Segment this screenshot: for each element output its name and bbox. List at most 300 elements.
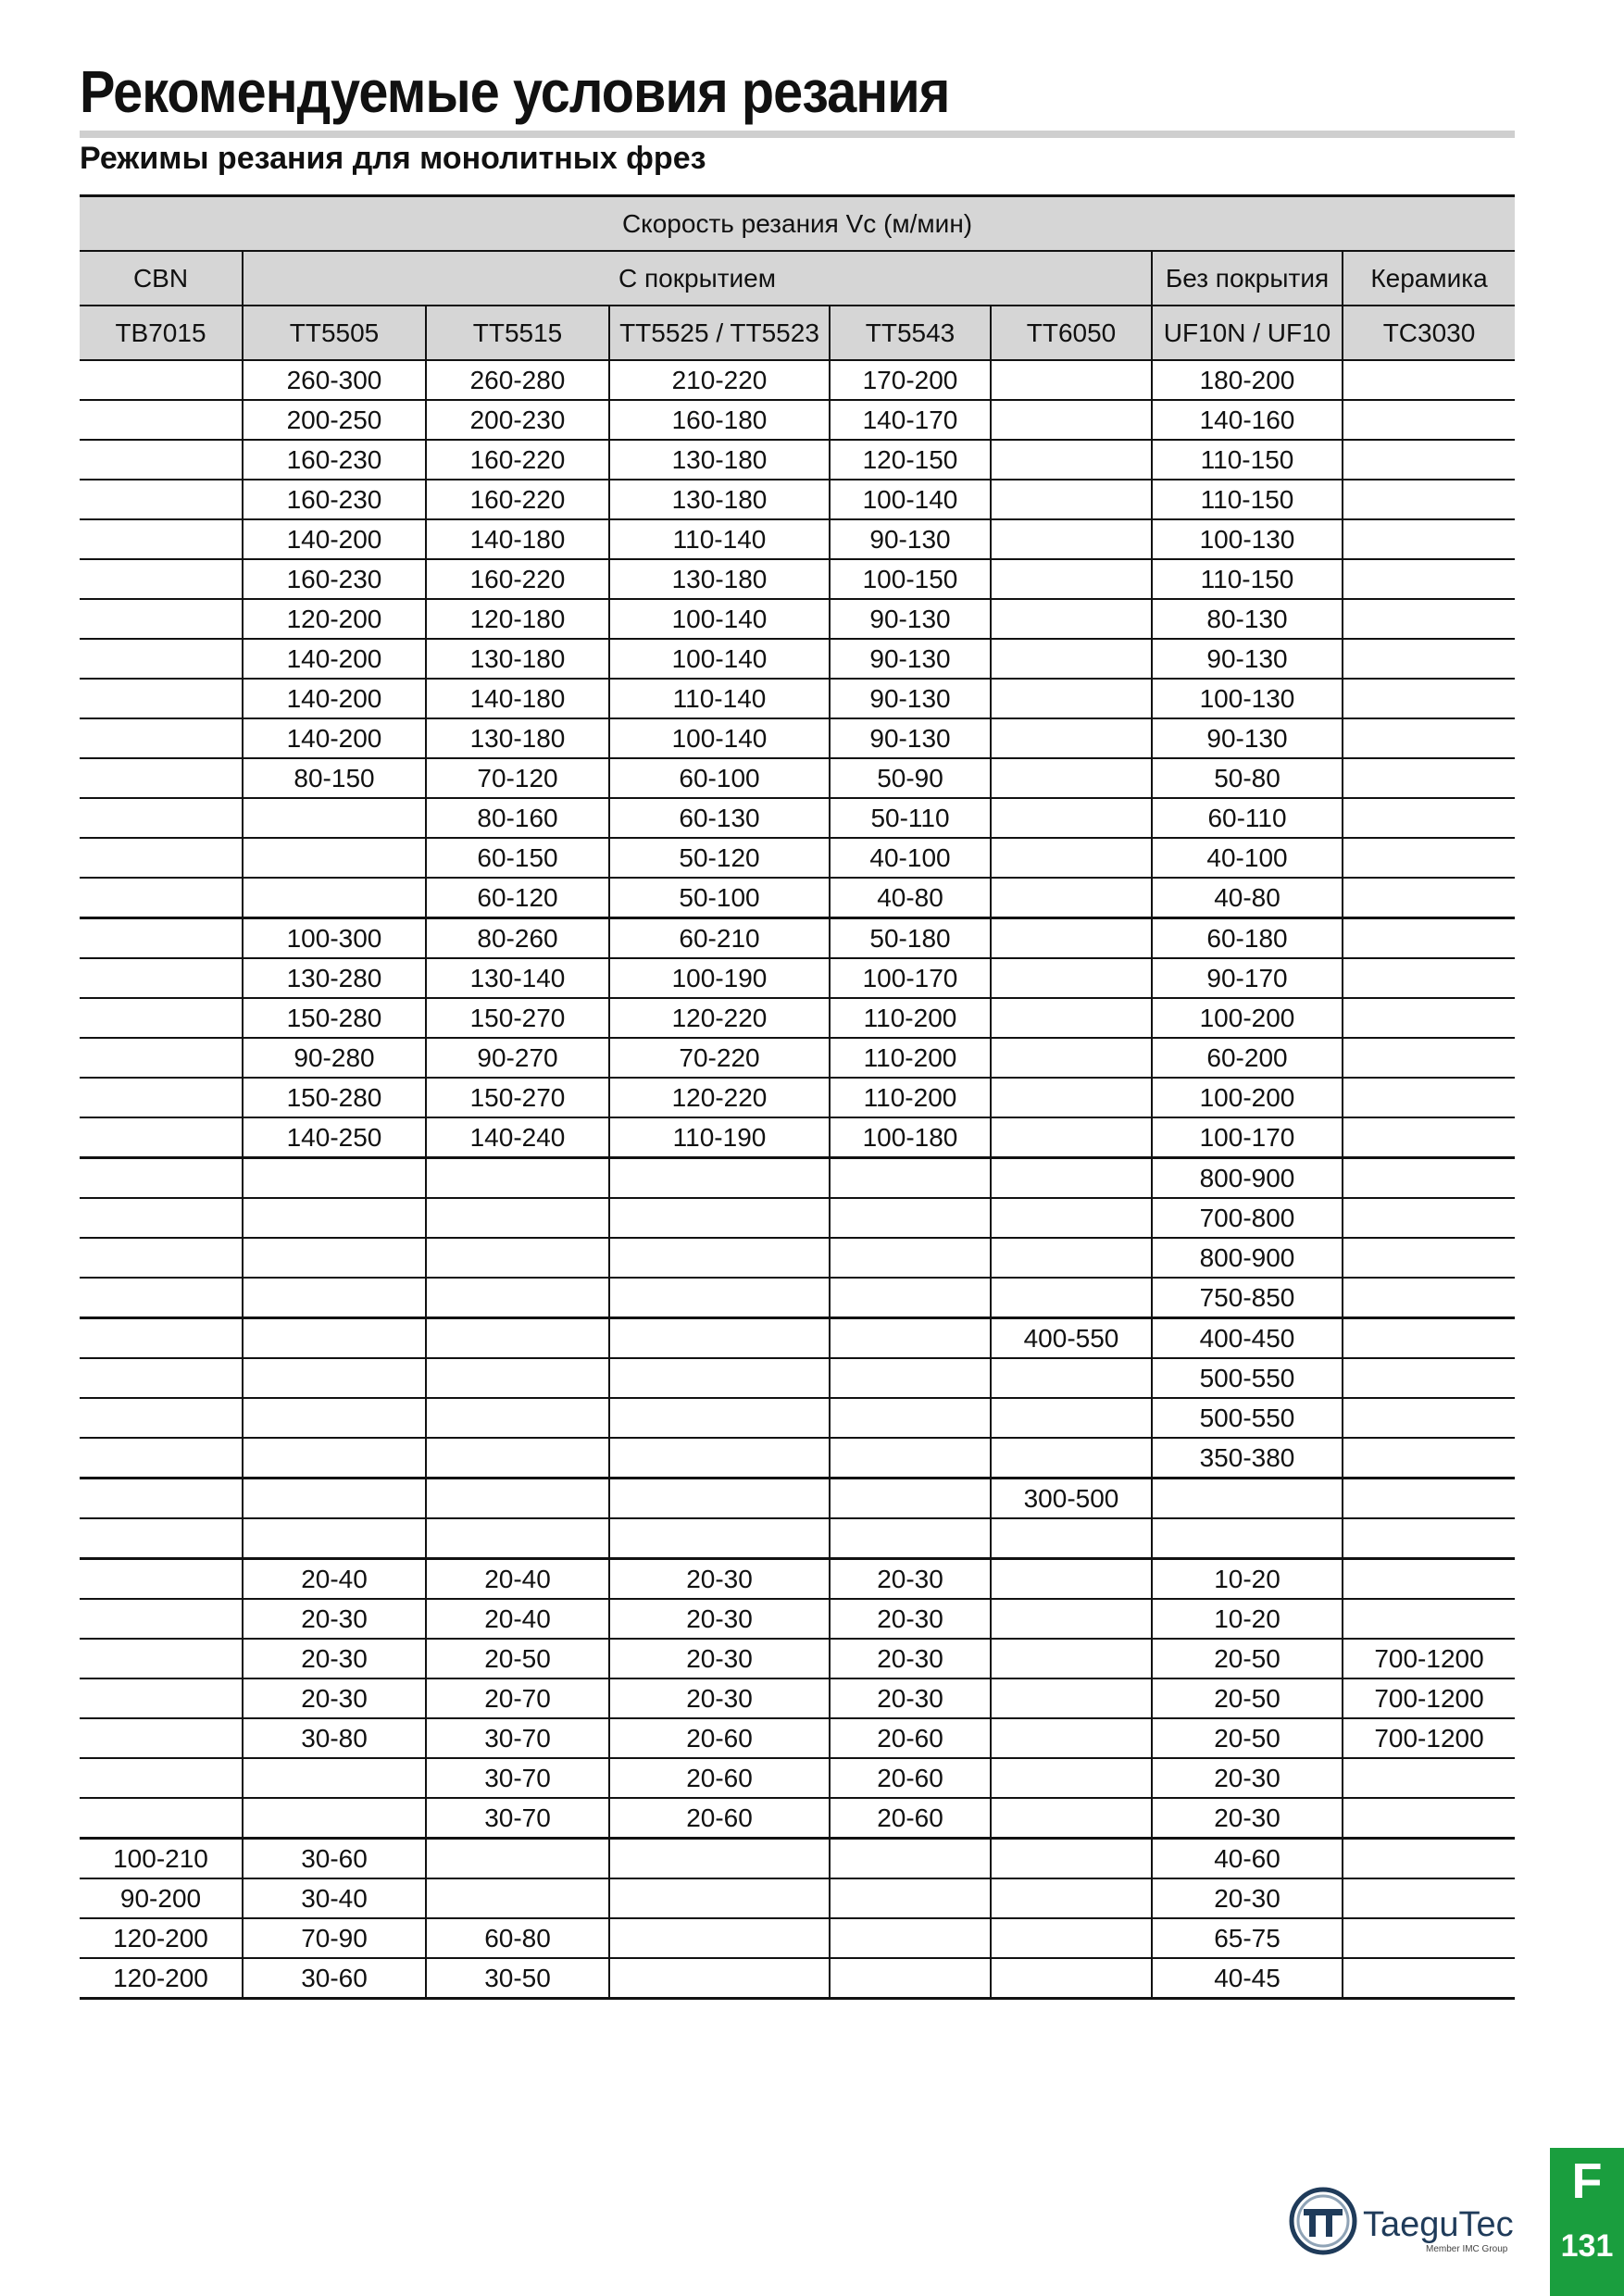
table-cell: 10-20 <box>1152 1599 1343 1639</box>
table-cell <box>80 1078 243 1117</box>
table-cell <box>1343 360 1515 400</box>
table-cell <box>80 878 243 918</box>
table-cell <box>991 1559 1152 1600</box>
table-cell: 140-200 <box>243 639 426 679</box>
table-cell: 110-200 <box>830 1078 991 1117</box>
table-row <box>80 679 1515 718</box>
table-cell <box>609 1158 830 1199</box>
table-row <box>80 1278 1515 1318</box>
table-cell: 90-130 <box>830 599 991 639</box>
table-cell <box>80 1559 243 1600</box>
table-cell: 100-200 <box>1152 998 1343 1038</box>
table-cell: 350-380 <box>1152 1438 1343 1479</box>
table-cell <box>1343 559 1515 599</box>
table-cell <box>991 1398 1152 1438</box>
table-cell <box>991 1438 1152 1479</box>
table-cell <box>991 440 1152 480</box>
group-header-cbn: CBN <box>80 251 243 306</box>
table-cell <box>426 1358 609 1398</box>
table-cell <box>1343 1358 1515 1398</box>
logo-wordmark: TaeguTec <box>1363 2205 1514 2244</box>
table-cell: 100-190 <box>609 958 830 998</box>
table-cell <box>80 1238 243 1278</box>
group-header-coated: С покрытием <box>243 251 1152 306</box>
group-header-uncoated: Без покрытия <box>1152 251 1343 306</box>
table-row <box>80 1798 1515 1839</box>
table-cell: 20-30 <box>243 1639 426 1678</box>
grade-header: UF10N / UF10 <box>1152 306 1343 360</box>
table-cell <box>1343 878 1515 918</box>
table-cell <box>80 918 243 959</box>
table-row <box>80 1518 1515 1559</box>
table-cell: 30-40 <box>243 1878 426 1918</box>
table-cell: 110-150 <box>1152 480 1343 519</box>
table-cell: 100-130 <box>1152 519 1343 559</box>
table-row <box>80 1158 1515 1199</box>
table-cell: 110-200 <box>830 1038 991 1078</box>
table-cell <box>426 1839 609 1879</box>
table-cell <box>426 1479 609 1519</box>
table-cell <box>991 679 1152 718</box>
table-cell: 150-270 <box>426 998 609 1038</box>
table-cell <box>991 1198 1152 1238</box>
table-cell: 140-250 <box>243 1117 426 1158</box>
table-cell <box>1343 440 1515 480</box>
table-cell: 160-230 <box>243 480 426 519</box>
section-letter: F <box>1571 2153 1603 2209</box>
table-cell: 50-180 <box>830 918 991 959</box>
table-row <box>80 958 1515 998</box>
table-cell: 30-70 <box>426 1798 609 1839</box>
table-row <box>80 400 1515 440</box>
table-cell: 260-300 <box>243 360 426 400</box>
table-cell: 120-180 <box>426 599 609 639</box>
table-cell <box>609 1278 830 1318</box>
table-cell: 40-45 <box>1152 1958 1343 1999</box>
table-cell <box>243 1238 426 1278</box>
table-cell <box>80 599 243 639</box>
table-cell <box>243 798 426 838</box>
table-cell: 130-180 <box>426 639 609 679</box>
table-cell <box>1343 838 1515 878</box>
table-cell <box>830 1318 991 1359</box>
grade-header: TB7015 <box>80 306 243 360</box>
table-cell <box>80 1639 243 1678</box>
table-cell: 20-30 <box>830 1678 991 1718</box>
table-cell: 160-230 <box>243 559 426 599</box>
table-row <box>80 440 1515 480</box>
table-cell <box>1343 1038 1515 1078</box>
table-cell: 20-30 <box>609 1559 830 1600</box>
table-cell: 20-30 <box>830 1599 991 1639</box>
table-cell <box>830 1479 991 1519</box>
table-cell <box>991 360 1152 400</box>
table-cell: 20-30 <box>830 1639 991 1678</box>
table-cell: 700-1200 <box>1343 1718 1515 1758</box>
table-cell: 300-500 <box>991 1479 1152 1519</box>
table-cell: 120-150 <box>830 440 991 480</box>
table-cell: 60-200 <box>1152 1038 1343 1078</box>
table-cell: 20-60 <box>609 1798 830 1839</box>
table-cell: 160-220 <box>426 440 609 480</box>
table-cell <box>991 1878 1152 1918</box>
table-cell: 130-180 <box>426 718 609 758</box>
table-cell: 800-900 <box>1152 1238 1343 1278</box>
table-cell <box>609 1479 830 1519</box>
table-cell <box>991 519 1152 559</box>
table-row <box>80 1038 1515 1078</box>
grade-header: TT5515 <box>426 306 609 360</box>
table-cell: 110-140 <box>609 519 830 559</box>
table-cell <box>991 998 1152 1038</box>
table-cell: 120-200 <box>80 1958 243 1999</box>
grade-header: TT5543 <box>830 306 991 360</box>
table-cell: 40-60 <box>1152 1839 1343 1879</box>
table-cell: 150-280 <box>243 998 426 1038</box>
table-cell <box>609 1958 830 1999</box>
table-row <box>80 519 1515 559</box>
table-cell: 100-140 <box>830 480 991 519</box>
table-cell <box>243 1198 426 1238</box>
table-cell <box>991 400 1152 440</box>
table-row <box>80 1318 1515 1359</box>
table-cell: 800-900 <box>1152 1158 1343 1199</box>
table-cell <box>1343 1958 1515 1999</box>
table-row <box>80 1358 1515 1398</box>
table-cell: 140-170 <box>830 400 991 440</box>
table-cell <box>991 878 1152 918</box>
table-cell <box>991 958 1152 998</box>
table-cell <box>80 1278 243 1318</box>
table-cell <box>1343 1078 1515 1117</box>
table-cell <box>1343 1158 1515 1199</box>
table-cell <box>609 1839 830 1879</box>
table-cell <box>243 1358 426 1398</box>
table-row <box>80 1678 1515 1718</box>
table-row <box>80 1758 1515 1798</box>
table-cell <box>1343 679 1515 718</box>
table-cell <box>243 1479 426 1519</box>
table-cell: 80-130 <box>1152 599 1343 639</box>
table-cell: 20-60 <box>830 1718 991 1758</box>
table-cell <box>426 1518 609 1559</box>
table-cell <box>609 1398 830 1438</box>
table-cell: 20-30 <box>1152 1758 1343 1798</box>
table-cell <box>80 639 243 679</box>
table-cell <box>426 1878 609 1918</box>
table-cell <box>991 1278 1152 1318</box>
table-cell: 500-550 <box>1152 1398 1343 1438</box>
table-cell <box>426 1198 609 1238</box>
table-cell: 90-130 <box>830 639 991 679</box>
table-cell <box>80 1438 243 1479</box>
table-cell: 400-450 <box>1152 1318 1343 1359</box>
table-row <box>80 1398 1515 1438</box>
table-row <box>80 1078 1515 1117</box>
table-cell: 90-130 <box>1152 639 1343 679</box>
table-cell: 20-60 <box>609 1758 830 1798</box>
table-cell <box>1343 1599 1515 1639</box>
table-cell: 50-80 <box>1152 758 1343 798</box>
table-cell <box>1343 1839 1515 1879</box>
table-cell <box>1343 758 1515 798</box>
table-cell: 40-80 <box>1152 878 1343 918</box>
table-cell: 60-180 <box>1152 918 1343 959</box>
table-cell <box>830 1918 991 1958</box>
table-cell <box>243 1158 426 1199</box>
title-rule <box>80 131 1515 138</box>
table-row <box>80 1198 1515 1238</box>
table-cell: 140-180 <box>426 519 609 559</box>
table-row <box>80 878 1515 918</box>
table-cell: 60-150 <box>426 838 609 878</box>
table-cell <box>991 1718 1152 1758</box>
table-cell: 110-150 <box>1152 440 1343 480</box>
table-cell <box>991 1599 1152 1639</box>
table-cell <box>991 599 1152 639</box>
table-cell: 100-140 <box>609 599 830 639</box>
table-cell: 40-80 <box>830 878 991 918</box>
table-row <box>80 918 1515 959</box>
table-cell <box>80 1358 243 1398</box>
table-cell: 80-160 <box>426 798 609 838</box>
table-cell <box>80 360 243 400</box>
table-cell <box>1343 1117 1515 1158</box>
table-cell <box>991 1518 1152 1559</box>
table-cell <box>426 1318 609 1359</box>
table-cell <box>991 1158 1152 1199</box>
table-cell <box>1343 1278 1515 1318</box>
table-cell <box>80 1158 243 1199</box>
table-cell <box>1343 1918 1515 1958</box>
table-cell: 30-70 <box>426 1718 609 1758</box>
table-cell: 20-50 <box>1152 1678 1343 1718</box>
grade-header: TC3030 <box>1343 306 1515 360</box>
table-cell <box>1343 400 1515 440</box>
table-cell: 130-180 <box>609 559 830 599</box>
table-row <box>80 1718 1515 1758</box>
table-cell: 130-180 <box>609 480 830 519</box>
table-cell <box>991 480 1152 519</box>
table-row <box>80 1918 1515 1958</box>
table-cell <box>80 440 243 480</box>
table-cell: 20-30 <box>609 1639 830 1678</box>
table-cell: 100-210 <box>80 1839 243 1879</box>
table-cell: 100-180 <box>830 1117 991 1158</box>
table-row <box>80 798 1515 838</box>
table-cell: 120-220 <box>609 998 830 1038</box>
table-cell <box>80 998 243 1038</box>
table-cell: 120-200 <box>243 599 426 639</box>
table-cell: 30-60 <box>243 1958 426 1999</box>
table-cell <box>80 798 243 838</box>
table-cell: 100-300 <box>243 918 426 959</box>
table-cell <box>1343 918 1515 959</box>
page-title: Рекомендуемые условия резания <box>80 58 950 125</box>
table-cell: 130-180 <box>609 440 830 480</box>
table-cell: 20-30 <box>609 1599 830 1639</box>
table-cell: 160-220 <box>426 480 609 519</box>
table-cell <box>830 1518 991 1559</box>
table-cell: 90-170 <box>1152 958 1343 998</box>
table-cell: 110-200 <box>830 998 991 1038</box>
page-number: 131 <box>1560 2228 1614 2264</box>
table-cell: 20-50 <box>426 1639 609 1678</box>
table-cell: 140-180 <box>426 679 609 718</box>
table-cell <box>80 1198 243 1238</box>
table-cell: 80-150 <box>243 758 426 798</box>
table-cell: 120-200 <box>80 1918 243 1958</box>
table-row <box>80 360 1515 400</box>
table-cell <box>609 1878 830 1918</box>
table-cell: 40-100 <box>1152 838 1343 878</box>
table-cell: 60-100 <box>609 758 830 798</box>
table-cell <box>991 1678 1152 1718</box>
table-cell <box>1152 1479 1343 1519</box>
table-cell: 70-120 <box>426 758 609 798</box>
table-cell <box>991 1117 1152 1158</box>
table-cell <box>80 1758 243 1798</box>
table-cell: 50-100 <box>609 878 830 918</box>
table-cell: 80-260 <box>426 918 609 959</box>
table-cell: 90-270 <box>426 1038 609 1078</box>
table-cell <box>426 1158 609 1199</box>
table-cell <box>426 1438 609 1479</box>
table-cell <box>609 1238 830 1278</box>
table-cell: 50-110 <box>830 798 991 838</box>
table-cell <box>609 1358 830 1398</box>
table-cell: 110-150 <box>1152 559 1343 599</box>
table-row <box>80 1878 1515 1918</box>
table-cell: 20-30 <box>243 1678 426 1718</box>
table-row <box>80 1479 1515 1519</box>
table-cell: 170-200 <box>830 360 991 400</box>
table-cell <box>243 1278 426 1318</box>
table-cell <box>991 559 1152 599</box>
table-cell: 90-130 <box>1152 718 1343 758</box>
table-cell: 60-120 <box>426 878 609 918</box>
table-cell: 160-230 <box>243 440 426 480</box>
table-cell <box>80 679 243 718</box>
table-cell <box>609 1318 830 1359</box>
table-cell <box>991 758 1152 798</box>
table-cell <box>830 1158 991 1199</box>
table-cell: 140-160 <box>1152 400 1343 440</box>
table-cell <box>426 1278 609 1318</box>
speed-header: Скорость резания Vc (м/мин) <box>80 196 1515 252</box>
table-cell: 100-150 <box>830 559 991 599</box>
table-cell <box>1343 798 1515 838</box>
table-cell: 20-60 <box>609 1718 830 1758</box>
table-cell <box>80 1117 243 1158</box>
table-cell: 130-280 <box>243 958 426 998</box>
table-cell: 90-280 <box>243 1038 426 1078</box>
table-cell: 100-140 <box>609 718 830 758</box>
table-cell <box>80 1718 243 1758</box>
table-cell <box>991 1958 1152 1999</box>
table-cell <box>80 718 243 758</box>
table-cell <box>243 1398 426 1438</box>
table-cell <box>991 1238 1152 1278</box>
table-cell <box>991 1639 1152 1678</box>
table-cell: 30-80 <box>243 1718 426 1758</box>
table-row <box>80 838 1515 878</box>
table-cell: 65-75 <box>1152 1918 1343 1958</box>
table-cell: 90-200 <box>80 1878 243 1918</box>
table-cell: 110-140 <box>609 679 830 718</box>
table-cell: 100-140 <box>609 639 830 679</box>
table-cell <box>243 1798 426 1839</box>
table-cell <box>991 838 1152 878</box>
table-cell: 150-270 <box>426 1078 609 1117</box>
table-cell: 20-30 <box>609 1678 830 1718</box>
table-cell: 140-200 <box>243 519 426 559</box>
table-cell <box>1343 480 1515 519</box>
table-cell <box>609 1918 830 1958</box>
grade-header: TT5525 / TT5523 <box>609 306 830 360</box>
table-cell: 140-200 <box>243 718 426 758</box>
table-cell: 110-190 <box>609 1117 830 1158</box>
table-row <box>80 480 1515 519</box>
table-cell: 750-850 <box>1152 1278 1343 1318</box>
table-cell <box>830 1438 991 1479</box>
table-cell <box>80 958 243 998</box>
table-cell <box>991 918 1152 959</box>
table-cell: 20-40 <box>426 1599 609 1639</box>
page-subtitle: Режимы резания для монолитных фрез <box>80 141 706 176</box>
table-cell <box>80 400 243 440</box>
table-cell: 700-1200 <box>1343 1678 1515 1718</box>
table-cell: 130-140 <box>426 958 609 998</box>
table-cell <box>1343 599 1515 639</box>
table-cell <box>991 1918 1152 1958</box>
table-cell: 20-30 <box>1152 1878 1343 1918</box>
table-cell: 20-70 <box>426 1678 609 1718</box>
table-cell <box>1343 998 1515 1038</box>
table-cell: 700-1200 <box>1343 1639 1515 1678</box>
table-cell: 90-130 <box>830 519 991 559</box>
table-cell <box>80 758 243 798</box>
table-cell: 70-220 <box>609 1038 830 1078</box>
table-cell <box>830 1839 991 1879</box>
table-cell <box>80 1038 243 1078</box>
table-cell <box>609 1438 830 1479</box>
group-header-ceramic: Керамика <box>1343 251 1515 306</box>
table-cell <box>609 1518 830 1559</box>
table-cell <box>1343 1318 1515 1359</box>
table-cell: 50-90 <box>830 758 991 798</box>
table-cell: 70-90 <box>243 1918 426 1958</box>
cutting-speed-table <box>80 194 1515 2000</box>
table-cell: 500-550 <box>1152 1358 1343 1398</box>
grade-header: TT5505 <box>243 306 426 360</box>
table-cell: 20-40 <box>426 1559 609 1600</box>
table-cell <box>1343 1878 1515 1918</box>
table-cell <box>1343 1198 1515 1238</box>
table-cell <box>1343 1238 1515 1278</box>
table-cell <box>991 1758 1152 1798</box>
table-cell <box>991 798 1152 838</box>
table-cell: 210-220 <box>609 360 830 400</box>
table-cell <box>243 1438 426 1479</box>
table-cell <box>1343 1758 1515 1798</box>
table-cell <box>1152 1518 1343 1559</box>
table-row <box>80 1559 1515 1600</box>
table-cell: 160-220 <box>426 559 609 599</box>
table-cell <box>830 1958 991 1999</box>
table-row <box>80 1238 1515 1278</box>
table-cell: 10-20 <box>1152 1559 1343 1600</box>
